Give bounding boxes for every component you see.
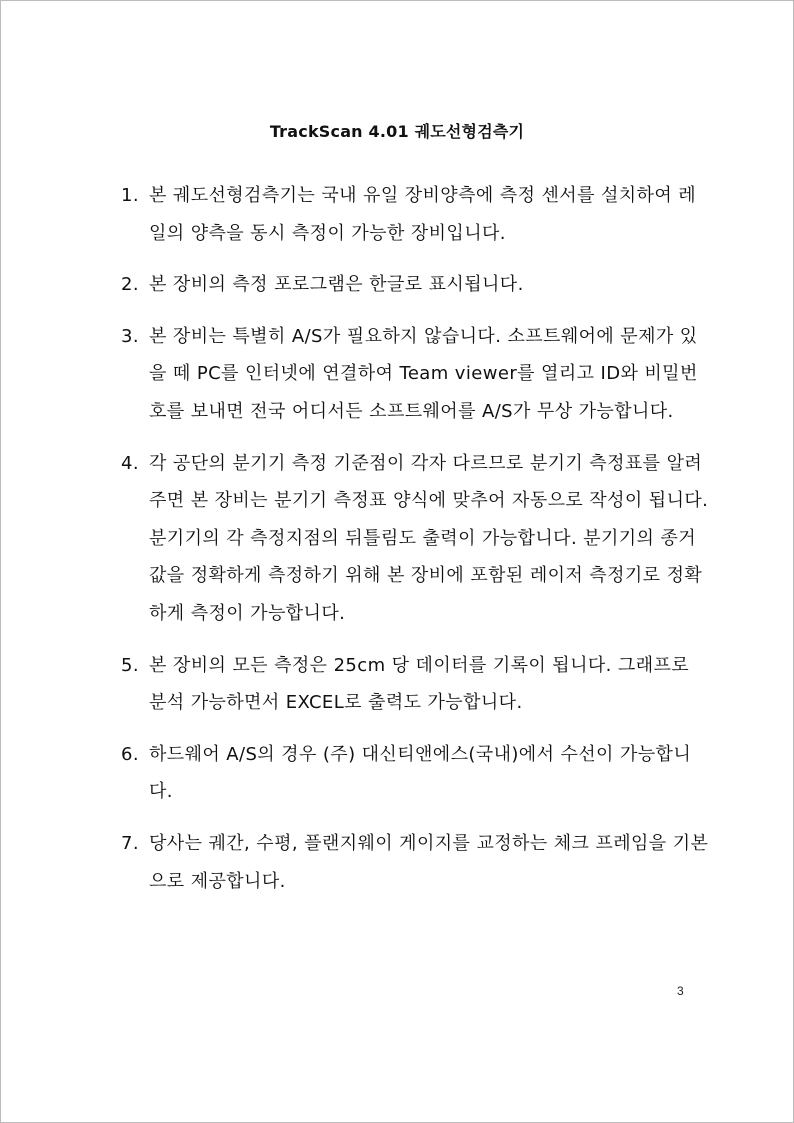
list-item	[121, 177, 711, 252]
list-item-number: 5.	[121, 654, 139, 676]
list-item-number: 6.	[121, 743, 139, 765]
list-item	[121, 647, 711, 722]
list-item-text: 본 장비의 모든 측정은 25cm 당 데이터를 기록이 됩니다. 그래프로 분석 가능하면서 EXCEL로 출력도 가능합니다.	[149, 654, 690, 714]
list-item	[121, 825, 711, 900]
list-item	[121, 266, 711, 304]
list-item-text: 본 궤도선형검측기는 국내 유일 장비양측에 측정 센서를 설치하여 레일의 양측을 동시 측정이 가능한 장비입니다.	[149, 185, 697, 244]
list-item-text: 하드웨어 A/S의 경우 (주) 대신티앤에스(국내)에서 수선이 가능합니다.	[149, 743, 692, 803]
numbered-list	[121, 177, 711, 914]
list-item-number: 2.	[121, 274, 139, 296]
list-item	[121, 736, 711, 811]
list-item-text: 본 장비의 측정 포로그램은 한글로 표시됩니다.	[149, 274, 524, 296]
list-item-text: 본 장비는 특별히 A/S가 필요하지 않습니다. 소프트웨어에 문제가 있을 떼 PC를 인터넷에 연결하여 Team viewer를 열리고 ID와 비밀번호를 보내면 전국 어디서든 소프트웨어를 A/S가 무상 가능합니다.	[149, 325, 698, 422]
list-item-number: 3.	[121, 325, 139, 347]
document-title: TrackScan 4.01 궤도선형검측기	[269, 122, 525, 141]
list-item-number: 1.	[121, 185, 139, 206]
list-item	[121, 318, 711, 431]
list-item-text: 당사는 궤간, 수평, 플랜지웨이 게이지를 교정하는 체크 프레임을 기본으로 제공합니다.	[149, 832, 709, 892]
list-item	[121, 445, 711, 633]
page-number: 3	[677, 984, 684, 998]
list-item-text: 각 공단의 분기기 측정 기준점이 각자 다르므로 분기기 측정표를 알려주면 본 장비는 분기기 측정표 양식에 맞추어 자동으로 작성이 됩니다. 분기기의 각 측정지점의 뒤틀림도 출력이 가능합니다. 분기기의 종거 값을 정확하게 측정하기 위해 본 장비에 포함된 레이저 측정기로 정확하게 측정이 가능합니다.	[149, 452, 709, 624]
list-item-number: 7.	[121, 832, 139, 854]
list-item-number: 4.	[121, 452, 139, 474]
